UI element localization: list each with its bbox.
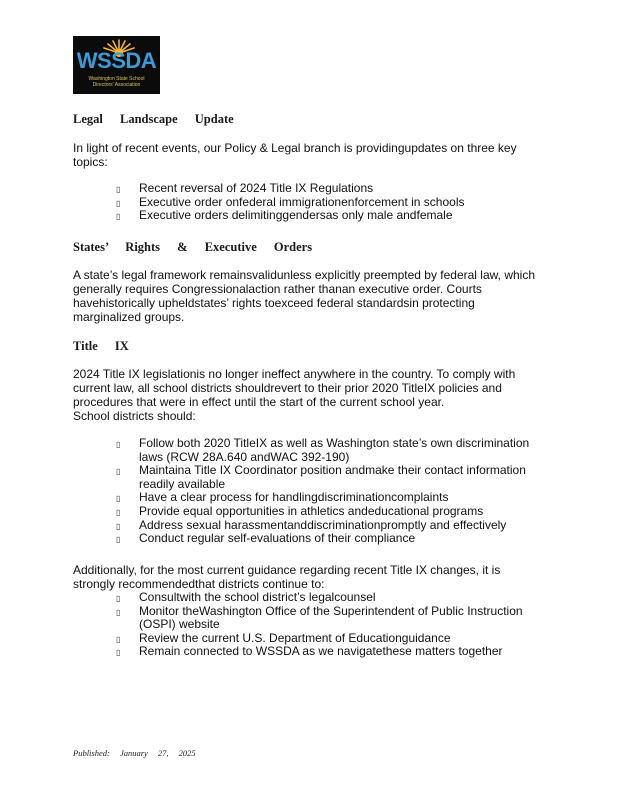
list-item — [116, 196, 546, 210]
list-item — [116, 605, 546, 632]
additional-guidance-list — [116, 591, 546, 659]
legal-intro-paragraph — [73, 141, 543, 169]
states-rights-text: A state’s legal framework remainsvalidunless explicitly preempted by federal law, which generally requires Congressionalaction rather thanan executive order. Courts havehistorically upheldstates’ rights toexceed federal standardsin protecting marginalized groups. — [73, 268, 535, 324]
published-date: Published: January 27, 2025 — [73, 748, 196, 758]
list-item — [116, 591, 546, 605]
list-item — [116, 532, 546, 546]
list-item-text: Address sexual harassmentanddiscriminationpromptly and effectively — [139, 517, 507, 532]
legal-topics-list — [116, 182, 546, 223]
title-ix-requirements-list — [116, 437, 546, 546]
list-item — [116, 182, 546, 196]
list-item-text: Consultwith the school district’s legalcounsel — [139, 590, 376, 604]
bullet-box-icon: ▯ — [116, 494, 121, 504]
bullet-box-icon: ▯ — [116, 507, 121, 517]
additional-guidance-text: Additionally, for the most current guidance regarding recent Title IX changes, it is strongly recommendedthat districts continue to: — [73, 563, 501, 591]
bullet-box-icon: ▯ — [116, 607, 121, 617]
list-item-text: Executive order onfederal immigrationenforcement in schools — [139, 194, 465, 209]
bullet-box-icon: ▯ — [116, 521, 121, 531]
list-item — [116, 645, 546, 659]
logo-subtitle-line2: Directors' Association — [92, 82, 141, 88]
title-ix-text: 2024 Title IX legislationis no longer ineffect anywhere in the country. To comply with current law, all school districts shouldrevert to their prior 2020 TitleIX policies and procedures that were in effect until the start of the current school year. — [73, 367, 516, 409]
bullet-box-icon: ▯ — [116, 648, 121, 658]
title-ix-heading: Title IX — [73, 339, 129, 353]
logo-subtitle-line1: Washington State School — [88, 76, 145, 82]
bullet-box-icon: ▯ — [116, 198, 121, 208]
list-item — [116, 505, 546, 519]
states-rights-heading: States’ Rights & Executive Orders — [73, 240, 313, 254]
list-item-text: Have a clear process for handlingdiscriminationcomplaints — [139, 490, 449, 505]
list-item-text: Executive orders delimitinggendersas only male andfemale — [139, 208, 453, 223]
list-item — [116, 519, 546, 533]
bullet-box-icon: ▯ — [116, 185, 121, 194]
states-rights-paragraph — [73, 268, 543, 324]
list-item — [116, 437, 546, 464]
bullet-box-icon: ▯ — [116, 594, 121, 603]
list-item-text: Monitor theWashington Office of the Superintendent of Public Instruction (OSPI) website — [139, 603, 523, 632]
list-item-text: Remain connected to WSSDA as we navigatethese matters together — [139, 644, 503, 659]
list-item-text: Recent reversal of 2024 Title IX Regulations — [139, 181, 374, 195]
bullet-box-icon: ▯ — [116, 440, 121, 449]
title-ix-lead-in: School districts should: — [73, 409, 196, 423]
list-item-text: Follow both 2020 TitleIX as well as Washington state’s own discrimination laws (RCW 28A.640 andWAC 392-190) — [139, 436, 530, 464]
wssda-logo — [73, 36, 160, 94]
bullet-box-icon: ▯ — [116, 467, 121, 477]
list-item — [116, 632, 546, 646]
list-item-text: Maintaina Title IX Coordinator position andmake their contact information readily available — [139, 463, 526, 491]
legal-intro-text: In light of recent events, our Policy & Legal branch is providingupdates on three key topics: — [73, 141, 517, 169]
logo-wordmark: WSSDA — [76, 48, 157, 73]
list-item-text: Review the current U.S. Department of Educationguidance — [139, 630, 451, 645]
title-ix-paragraph — [73, 367, 543, 423]
bullet-box-icon: ▯ — [116, 535, 121, 545]
list-item-text: Provide equal opportunities in athletics andeducational programs — [139, 503, 484, 518]
list-item-text: Conduct regular self-evaluations of their compliance — [139, 531, 416, 546]
additional-guidance-paragraph — [73, 563, 543, 591]
bullet-box-icon: ▯ — [116, 212, 121, 222]
list-item — [116, 491, 546, 505]
list-item — [116, 209, 546, 223]
list-item — [116, 464, 546, 491]
bullet-box-icon: ▯ — [116, 634, 121, 644]
legal-landscape-heading: Legal Landscape Update — [73, 112, 234, 126]
